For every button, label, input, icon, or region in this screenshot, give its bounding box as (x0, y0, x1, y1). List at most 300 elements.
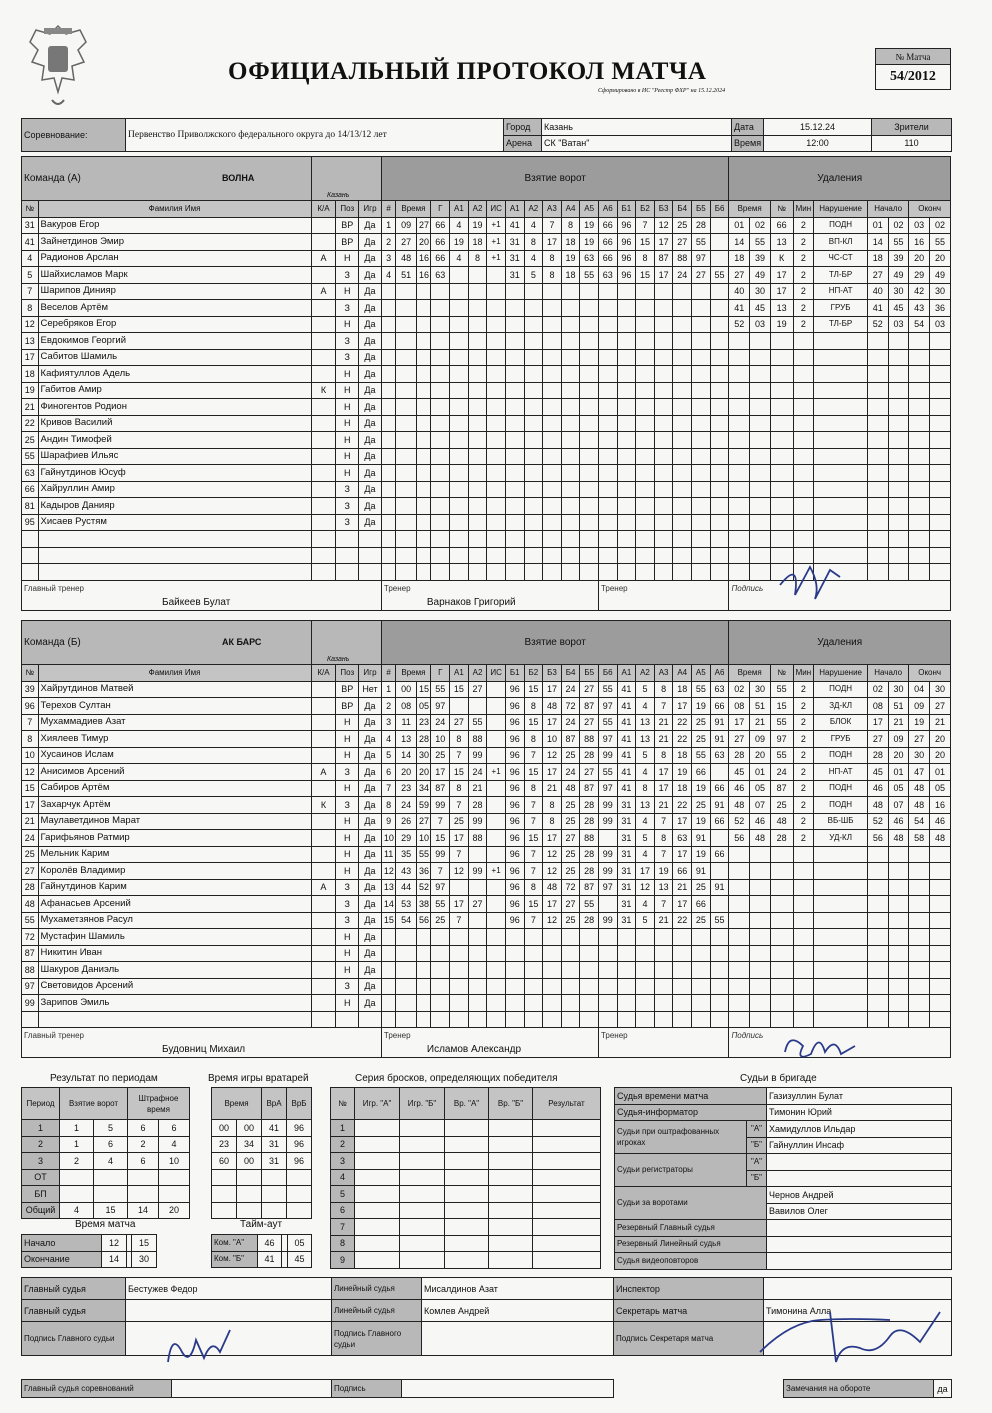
team-a-pen-cell: 02 (929, 217, 950, 234)
team-b-player-pos (336, 1011, 359, 1028)
team-a-goal-cell (710, 531, 729, 548)
team-b-goal-cell: 17 (673, 896, 692, 913)
team-a-pen-cell (750, 349, 771, 366)
team-b-goal-cell (654, 978, 673, 995)
team-a-goal-cell (505, 283, 524, 300)
team-a-pen-cell (793, 333, 814, 350)
team-a-pen-cell: 27 (729, 267, 750, 284)
team-a-goal-cell (381, 531, 395, 548)
team-a-goal-cell (561, 382, 580, 399)
team-a-goal-cell: 7 (636, 217, 655, 234)
team-a-pen-cell: 52 (867, 316, 888, 333)
team-a-goal-cell (580, 382, 599, 399)
team-a-goal-cell (673, 531, 692, 548)
team-a-goal-cell (692, 498, 711, 515)
team-a-player-ka (311, 316, 336, 333)
team-a-pen-cell (929, 465, 950, 482)
team-a-pen-cell (888, 448, 909, 465)
team-b-player-pos: З (336, 879, 359, 896)
team-b-goal-cell (692, 1011, 711, 1028)
team-b-goal-cell: 00 (396, 681, 417, 698)
team-b-goal-cell: 7 (524, 846, 543, 863)
team-b-goal-cell (598, 929, 617, 946)
team-b-goal-cell: 5 (636, 681, 655, 698)
team-a-goal-cell (396, 432, 417, 449)
team-a-pen-cell (750, 481, 771, 498)
team-b-player-no: 24 (22, 830, 39, 847)
team-a-pen-cell (929, 366, 950, 383)
team-a-goal-cell (580, 498, 599, 515)
team-b-goal-cell (417, 995, 431, 1012)
team-a-goal-cell (580, 349, 599, 366)
team-a-goal-cell (636, 547, 655, 564)
team-b-goal-cell (450, 1011, 469, 1028)
team-a-goal-cell (381, 333, 395, 350)
team-a-player-pos: З (336, 514, 359, 531)
team-b-head-coach-cell (22, 1028, 382, 1058)
team-a-h-a2: А2 (468, 201, 487, 218)
team-b-h-play: Игр (359, 665, 382, 682)
team-b-goal-cell (561, 978, 580, 995)
team-a-pen-cell (929, 382, 950, 399)
team-b-goal-cell: 7 (654, 846, 673, 863)
team-a-h-name: Фамилия Имя (38, 201, 311, 218)
team-b-goal-cell (673, 978, 692, 995)
team-b-player-name: Шакуров Даниэль (38, 962, 311, 979)
team-a-goal-cell (710, 382, 729, 399)
team-b-goal-cell: 7 (381, 780, 395, 797)
team-a-goal-cell (580, 547, 599, 564)
team-b-player-play: Да (359, 912, 382, 929)
team-b-pen-cell: 17 (867, 714, 888, 731)
team-b-pen-cell: 2 (793, 731, 814, 748)
team-b-pen-cell: 48 (867, 797, 888, 814)
team-b-goal-cell (636, 995, 655, 1012)
team-b-goal-cell: 34 (417, 780, 431, 797)
team-a-goal-cell (524, 316, 543, 333)
team-b-goal-cell: 27 (561, 896, 580, 913)
team-b-goal-cell (487, 797, 506, 814)
team-a-goal-cell (431, 514, 450, 531)
period-name: 2 (22, 1136, 60, 1153)
team-b-pen-cell: ВБ-ШБ (814, 813, 868, 830)
spectators-value: 110 (872, 135, 952, 152)
team-a-goal-cell (636, 333, 655, 350)
reserve-line-label: Резервный Линейный судья (615, 1236, 767, 1253)
team-a-goal-cell (417, 382, 431, 399)
team-a-goal-cell (561, 498, 580, 515)
team-a-goal-cell (543, 448, 562, 465)
team-b-goal-cell (381, 1011, 395, 1028)
team-a-goal-cell: 66 (431, 234, 450, 251)
team-a-goal-cell (636, 514, 655, 531)
team-a-goal-cell (617, 300, 636, 317)
period-goals-header: Взятие ворот (60, 1088, 128, 1120)
shootout-cell (445, 1235, 489, 1252)
team-a-goal-cell (580, 514, 599, 531)
team-b-pen-cell (793, 962, 814, 979)
team-a-pen-cell (729, 333, 750, 350)
team-a-player-play: Да (359, 399, 382, 416)
generated-note: Сформировано в ИС "Реестр ФХР" на 15.12.2024 (598, 88, 726, 94)
team-a-row (22, 234, 951, 251)
team-a-h-a1: А1 (450, 201, 469, 218)
team-b-pen-cell (770, 863, 793, 880)
team-b-row (22, 846, 951, 863)
team-b-goal-cell (431, 995, 450, 1012)
team-b-goal-cell: 19 (692, 813, 711, 830)
team-b-player-ka (311, 698, 336, 715)
team-b-label-cell (22, 621, 350, 665)
team-b-goal-cell: 96 (505, 731, 524, 748)
team-a-h-line-9: Б4 (673, 201, 692, 218)
team-a-player-pos: Н (336, 366, 359, 383)
team-a-pen-cell (888, 514, 909, 531)
team-b-player-pos: Н (336, 995, 359, 1012)
team-b-player-play: Да (359, 747, 382, 764)
team-a-pen-cell (929, 481, 950, 498)
team-b-goal-cell: 26 (396, 813, 417, 830)
team-a-goal-cell (505, 432, 524, 449)
document-title: ОФИЦИАЛЬНЫЙ ПРОТОКОЛ МАТЧА (228, 58, 707, 85)
team-b-goal-cell: 12 (450, 863, 469, 880)
team-a-pen-cell (770, 465, 793, 482)
team-a-h-gtime: Время (396, 201, 431, 218)
team-b-goal-cell: 25 (692, 797, 711, 814)
goalie-empty (237, 1186, 262, 1203)
team-a-player-play: Да (359, 250, 382, 267)
reg-a (767, 1154, 952, 1171)
team-b-goal-cell: 24 (561, 764, 580, 781)
shootout-cell (355, 1136, 400, 1153)
team-b-goal-cell (487, 912, 506, 929)
team-b-pen-cell: 27 (909, 731, 930, 748)
team-b-player-pos: Н (336, 813, 359, 830)
team-a-row (22, 300, 951, 317)
team-a-goal-cell (543, 564, 562, 581)
team-b-goal-cell: 28 (468, 797, 487, 814)
team-a-goal-cell (692, 481, 711, 498)
team-a-goal-cell (450, 399, 469, 416)
team-b-goal-cell: 99 (598, 813, 617, 830)
team-a-goal-cell: 28 (692, 217, 711, 234)
team-b-h-pens: Начало (867, 665, 908, 682)
team-a-goal-cell (692, 366, 711, 383)
team-a-goal-cell (381, 366, 395, 383)
team-a-goal-cell: 96 (617, 217, 636, 234)
team-a-goal-cell (524, 300, 543, 317)
team-b-goal-cell (692, 995, 711, 1012)
team-a-row (22, 217, 951, 234)
team-a-goal-cell: 55 (580, 267, 599, 284)
team-a-pen-cell (814, 448, 868, 465)
team-a-pen-cell (888, 547, 909, 564)
team-b-goal-cell: 18 (673, 747, 692, 764)
team-b-goal-cell: 19 (654, 863, 673, 880)
team-a-goal-cell: 27 (673, 234, 692, 251)
team-b-goal-cell: 28 (580, 846, 599, 863)
team-b-pen-cell (909, 846, 930, 863)
team-b-goal-cell: 63 (710, 681, 729, 698)
team-b-goal-cell: 17 (450, 896, 469, 913)
team-b-goal-cell (487, 681, 506, 698)
team-b-pen-cell (814, 945, 868, 962)
team-a-pen-cell (929, 415, 950, 432)
team-b-goal-cell: 99 (468, 813, 487, 830)
team-b-goal-cell: 8 (524, 879, 543, 896)
team-b-goal-cell: 13 (636, 797, 655, 814)
team-b-goal-cell: 96 (505, 797, 524, 814)
team-b-pen-cell: 52 (867, 813, 888, 830)
team-a-goal-cell (505, 333, 524, 350)
brigade-table (614, 1087, 952, 1270)
team-b-goal-cell: 1 (381, 681, 395, 698)
team-a-goal-cell (524, 415, 543, 432)
team-a-pen-cell (888, 481, 909, 498)
team-b-goal-cell (381, 962, 395, 979)
team-b-pen-cell: 01 (888, 764, 909, 781)
team-a-goal-cell: 27 (396, 234, 417, 251)
team-a-goal-cell (673, 514, 692, 531)
team-b-goal-cell (468, 978, 487, 995)
signature-main-judge (160, 1322, 240, 1372)
sign-main-label-1: Подпись Главного судьи (22, 1322, 126, 1356)
team-a-goal-cell (543, 415, 562, 432)
team-a-goal-cell (598, 300, 617, 317)
team-a-goal-cell (598, 481, 617, 498)
team-b-goal-cell (450, 995, 469, 1012)
team-b-goal-cell (598, 830, 617, 847)
team-a-goal-cell (636, 399, 655, 416)
team-b-player-ka (311, 813, 336, 830)
team-b-pen-cell (750, 1011, 771, 1028)
team-a-pen-cell (867, 349, 888, 366)
team-b-goal-cell: 41 (617, 714, 636, 731)
team-b-goal-cell: 25 (692, 912, 711, 929)
team-a-h-play: Игр (359, 201, 382, 218)
team-a-goal-cell (431, 283, 450, 300)
period-pen-a: 6 (128, 1120, 159, 1137)
team-a-pen-cell: 2 (793, 267, 814, 284)
team-a-goal-cell (617, 465, 636, 482)
team-a-goal-cell (654, 481, 673, 498)
team-b-player-pos: ВР (336, 698, 359, 715)
inspector-label: Инспектор (614, 1278, 764, 1300)
team-b-goal-cell: 66 (710, 813, 729, 830)
team-b-goal-cell: 15 (524, 830, 543, 847)
team-b-player-no: 7 (22, 714, 39, 731)
team-b-player-no: 17 (22, 797, 39, 814)
team-a-pen-cell (814, 432, 868, 449)
team-b-goal-cell (417, 945, 431, 962)
team-b-player-play: Да (359, 896, 382, 913)
team-b-row (22, 896, 951, 913)
team-b-pen-cell: 30 (888, 681, 909, 698)
team-b-goal-cell (617, 995, 636, 1012)
team-b-goal-cell: 99 (598, 846, 617, 863)
team-a-goal-cell (654, 415, 673, 432)
federation-logo (22, 20, 94, 112)
team-b-goal-cell: 7 (524, 797, 543, 814)
team-a-goal-cell (431, 531, 450, 548)
team-b-goal-cell: 27 (468, 681, 487, 698)
team-a-goal-cell (654, 498, 673, 515)
team-b-player-ka (311, 780, 336, 797)
team-a-goal-cell: 97 (692, 250, 711, 267)
team-a-pen-cell (770, 481, 793, 498)
team-a-goal-cell (417, 316, 431, 333)
team-b-goal-cell: 66 (673, 863, 692, 880)
goalies-title: Время игры вратарей (208, 1073, 309, 1084)
match-start-h: 12 (102, 1235, 127, 1252)
team-a-goal-cell (543, 547, 562, 564)
team-b-goal-cell: 8 (381, 797, 395, 814)
team-b-goal-cell: 48 (543, 879, 562, 896)
team-a-goal-cell (396, 465, 417, 482)
timeout-a-m: 46 (258, 1235, 282, 1252)
team-a-goal-cell (561, 366, 580, 383)
team-b-pen-cell (888, 929, 909, 946)
team-b-goal-cell: 44 (396, 879, 417, 896)
team-b-goal-cell (487, 698, 506, 715)
team-a-row (22, 283, 951, 300)
period-goals-b (94, 1186, 128, 1203)
match-number-label: № Матча (876, 49, 950, 65)
team-a-goal-cell (487, 366, 506, 383)
team-a-row (22, 366, 951, 383)
team-b-goal-cell: 8 (543, 813, 562, 830)
team-b-pen-cell: 56 (867, 830, 888, 847)
team-a-goal-cell: 12 (654, 217, 673, 234)
team-a-goal-cell: 20 (417, 234, 431, 251)
team-a-pen-cell: 17 (770, 267, 793, 284)
team-b-pen-cell (930, 962, 951, 979)
team-a-goal-cell (417, 498, 431, 515)
team-a-goal-cell (654, 283, 673, 300)
team-b-goal-cell: 14 (396, 747, 417, 764)
period-name: БП (22, 1186, 60, 1203)
team-a-goal-cell (524, 514, 543, 531)
team-a-goal-cell (636, 432, 655, 449)
team-b-goal-cell (381, 995, 395, 1012)
team-b-goal-cell (636, 945, 655, 962)
team-b-pen-cell (729, 912, 750, 929)
team-b-player-name: Мухаметзянов Расул (38, 912, 311, 929)
team-b-goal-cell: 25 (692, 714, 711, 731)
team-b-goal-cell: 15 (524, 714, 543, 731)
arena-label: Арена (504, 135, 542, 152)
team-a-pen-cell (814, 399, 868, 416)
team-a-coach2-label: Тренер (600, 583, 628, 593)
team-a-pen-cell (909, 448, 930, 465)
team-b-goal-cell: 88 (580, 731, 599, 748)
team-b-goal-cell: 97 (598, 731, 617, 748)
team-a-player-ka (311, 531, 336, 548)
team-b-goal-cell (598, 896, 617, 913)
sign-main-2 (422, 1322, 614, 1356)
team-b-pen-cell: 15 (770, 698, 793, 715)
team-a-player-pos: Н (336, 283, 359, 300)
team-b-goal-cell: 55 (692, 747, 711, 764)
team-a-goal-cell: 66 (598, 250, 617, 267)
team-b-pen-cell (770, 978, 793, 995)
team-a-goal-cell: 4 (381, 267, 395, 284)
team-a-pen-cell (909, 514, 930, 531)
shootout-cell (533, 1219, 601, 1236)
shootout-cell (400, 1252, 445, 1269)
team-b-goal-cell (431, 945, 450, 962)
team-b-pen-cell: 55 (770, 714, 793, 731)
team-b-player-name: Сабиров Артём (38, 780, 311, 797)
team-a-player-ka (311, 448, 336, 465)
team-b-goal-cell: 3 (381, 714, 395, 731)
team-b-goal-cell (710, 1011, 729, 1028)
goalie-sec: 00 (237, 1120, 262, 1137)
team-b-goal-cell (487, 813, 506, 830)
team-a-pen-cell (729, 415, 750, 432)
team-a-pen-cell: 42 (909, 283, 930, 300)
team-a-pen-cell: 40 (729, 283, 750, 300)
team-b-goal-cell: 99 (598, 863, 617, 880)
team-b-player-play: Да (359, 962, 382, 979)
team-a-player-play: Да (359, 514, 382, 531)
team-b-goal-cell (543, 929, 562, 946)
team-b-goal-cell: 28 (580, 912, 599, 929)
team-b-pen-cell (793, 945, 814, 962)
team-a-goal-cell: +1 (487, 234, 506, 251)
team-a-table (21, 156, 951, 611)
team-a-goal-cell (673, 333, 692, 350)
shootout-cell (400, 1136, 445, 1153)
team-a-goal-cell (580, 448, 599, 465)
team-a-goal-cell (710, 514, 729, 531)
team-b-pen-cell (888, 962, 909, 979)
team-a-player-pos: З (336, 333, 359, 350)
team-b-goal-cell: 8 (543, 797, 562, 814)
team-b-goal-cell: 91 (710, 797, 729, 814)
team-b-row (22, 813, 951, 830)
team-b-goal-cell: 5 (636, 747, 655, 764)
team-a-goal-cell (431, 448, 450, 465)
team-b-goal-cell: 55 (692, 681, 711, 698)
team-b-pen-cell (814, 978, 868, 995)
goalie-empty (237, 1169, 262, 1186)
team-a-goal-cell: 8 (468, 250, 487, 267)
team-b-pen-cell (729, 978, 750, 995)
team-a-goal-cell (580, 399, 599, 416)
shootout-cell (400, 1219, 445, 1236)
team-a-pen-cell (867, 366, 888, 383)
team-a-pen-cell: 41 (729, 300, 750, 317)
team-b-pen-cell (729, 995, 750, 1012)
team-b-pen-cell (814, 912, 868, 929)
period-pen-b: 6 (159, 1120, 190, 1137)
team-b-player-ka: А (311, 764, 336, 781)
team-a-goal-cell (487, 316, 506, 333)
team-b-pen-cell (729, 929, 750, 946)
team-a-goal-cell (561, 349, 580, 366)
team-b-player-play: Да (359, 945, 382, 962)
team-a-player-play: Да (359, 316, 382, 333)
team-a-goal-cell (673, 316, 692, 333)
team-a-goal-cell (636, 531, 655, 548)
team-a-head-coach-label: Главный тренер (24, 583, 84, 593)
team-b-player-pos: Н (336, 846, 359, 863)
team-a-h-line-0: А1 (505, 201, 524, 218)
team-a-player-name (38, 531, 311, 548)
team-a-goal-cell (692, 283, 711, 300)
team-a-pen-cell (770, 399, 793, 416)
